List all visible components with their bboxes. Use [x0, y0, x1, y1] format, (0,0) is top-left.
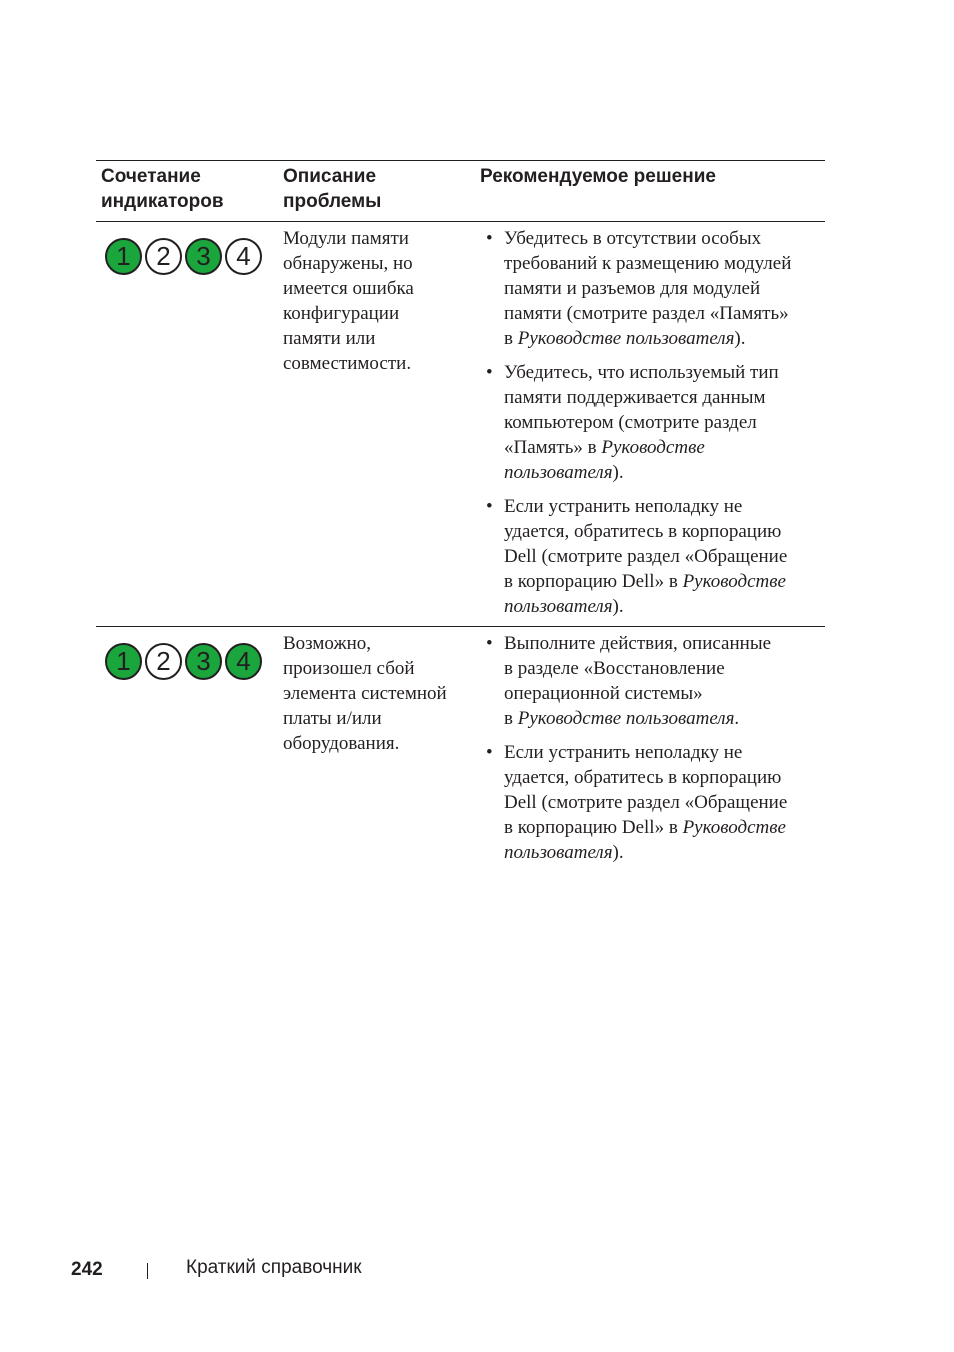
description-line: памяти или [283, 328, 376, 349]
solution-line [504, 815, 825, 840]
solution-text: ). [612, 462, 624, 483]
led-label: 1 [116, 240, 131, 271]
led-diagnostics-table [96, 160, 825, 891]
user-guide-reference: пользователя [504, 462, 613, 483]
led-label: 2 [156, 645, 171, 676]
solution-text: ). [612, 842, 624, 863]
led-label: 4 [236, 645, 251, 676]
led-indicator-1-on [105, 238, 142, 275]
header-recommended-solution [480, 163, 825, 221]
header-text: Сочетание [101, 166, 201, 187]
description-line: платы и/или [283, 708, 382, 729]
user-guide-reference: Руководстве пользователя [517, 328, 735, 349]
solution-text: ). [612, 596, 624, 617]
solution-line: Убедитесь, что используемый тип [504, 362, 779, 383]
led-label: 3 [196, 240, 211, 271]
description-line: совместимости. [283, 353, 412, 374]
solution-line: Dell (смотрите раздел «Обращение [504, 792, 788, 813]
user-guide-reference: Руководстве пользователя [517, 708, 735, 729]
header-text: проблемы [283, 191, 382, 212]
solution-text: в [504, 328, 518, 349]
solution-line: в разделе «Восстановление [504, 658, 725, 679]
recommended-solution-cell [480, 631, 825, 891]
solution-line: Dell (смотрите раздел «Обращение [504, 546, 788, 567]
solution-line: Если устранить неполадку не [504, 742, 743, 763]
solution-line: памяти и разъемов для модулей [504, 278, 761, 299]
solution-line [504, 840, 825, 865]
solution-line: памяти поддерживается данным [504, 387, 766, 408]
solution-line: Выполните действия, описанные [504, 633, 772, 654]
page-footer [71, 1255, 362, 1285]
header-problem-description [283, 163, 480, 221]
led-indicator-1-on [105, 643, 142, 680]
description-line: элемента системной [283, 683, 447, 704]
header-text: индикаторов [101, 191, 224, 212]
bullet-icon: • [486, 633, 493, 654]
led-combination-cell [96, 631, 283, 891]
solution-line: операционной системы» [504, 683, 703, 704]
led-label: 3 [196, 645, 211, 676]
solution-line: требований к размещению модулей [504, 253, 792, 274]
description-line: произошел сбой [283, 658, 415, 679]
footer-section-title: Краткий справочник [186, 1257, 362, 1278]
led-indicator-4-off [225, 238, 262, 275]
user-guide-reference: пользователя [504, 596, 613, 617]
solution-line [504, 706, 825, 731]
description-line: обнаружены, но [283, 253, 413, 274]
led-indicator-3-on [185, 643, 222, 680]
solution-line: удается, обратитесь в корпорацию [504, 521, 782, 542]
bullet-icon: • [486, 228, 493, 249]
table-row [96, 222, 825, 626]
solution-line: Если устранить неполадку не [504, 496, 743, 517]
led-indicator-2-off [145, 238, 182, 275]
solution-list [480, 226, 825, 619]
bullet-icon: • [486, 496, 493, 517]
solution-line [504, 326, 825, 351]
solution-line [504, 435, 825, 460]
solution-line: Убедитесь в отсутствии особых [504, 228, 762, 249]
problem-description-cell [283, 631, 480, 891]
solution-line [504, 594, 825, 619]
solution-item [480, 360, 825, 485]
solution-line: удается, обратитесь в корпорацию [504, 767, 782, 788]
footer-separator [147, 1263, 148, 1279]
recommended-solution-cell [480, 226, 825, 626]
bullet-icon: • [486, 742, 493, 763]
header-led-combination [96, 163, 283, 221]
description-line: Модули памяти [283, 228, 409, 249]
bullet-icon: • [486, 362, 493, 383]
header-text: Описание [283, 166, 377, 187]
solution-text: . [734, 708, 740, 729]
solution-text: ). [734, 328, 746, 349]
solution-item [480, 494, 825, 619]
led-indicator-3-on [185, 238, 222, 275]
solution-line [504, 569, 825, 594]
description-line: Возможно, [283, 633, 372, 654]
table-header-row [96, 161, 825, 221]
description-line: имеется ошибка [283, 278, 414, 299]
solution-item [480, 740, 825, 865]
user-guide-reference: Руководстве [601, 437, 705, 458]
led-label: 2 [156, 240, 171, 271]
solution-line: компьютером (смотрите раздел [504, 412, 757, 433]
solution-line [504, 460, 825, 485]
solution-item [480, 631, 825, 731]
header-text: Рекомендуемое решение [480, 166, 716, 187]
description-line: конфигурации [283, 303, 400, 324]
solution-item [480, 226, 825, 351]
page-number: 242 [71, 1259, 103, 1280]
led-indicator-4-on [225, 643, 262, 680]
user-guide-reference: Руководстве [682, 571, 786, 592]
solution-line: памяти (смотрите раздел «Память» [504, 303, 789, 324]
user-guide-reference: Руководстве [682, 817, 786, 838]
description-line: оборудования. [283, 733, 400, 754]
led-label: 4 [236, 240, 251, 271]
led-indicator-group [101, 226, 283, 275]
problem-description-cell [283, 226, 480, 626]
solution-text: «Память» в [504, 437, 602, 458]
solution-text: в корпорацию Dell» в [504, 571, 683, 592]
user-guide-reference: пользователя [504, 842, 613, 863]
led-combination-cell [96, 226, 283, 626]
led-label: 1 [116, 645, 131, 676]
led-indicator-group [101, 631, 283, 680]
solution-text: в корпорацию Dell» в [504, 817, 683, 838]
table-row [96, 627, 825, 891]
led-indicator-2-off [145, 643, 182, 680]
solution-list [480, 631, 825, 865]
solution-text: в [504, 708, 518, 729]
